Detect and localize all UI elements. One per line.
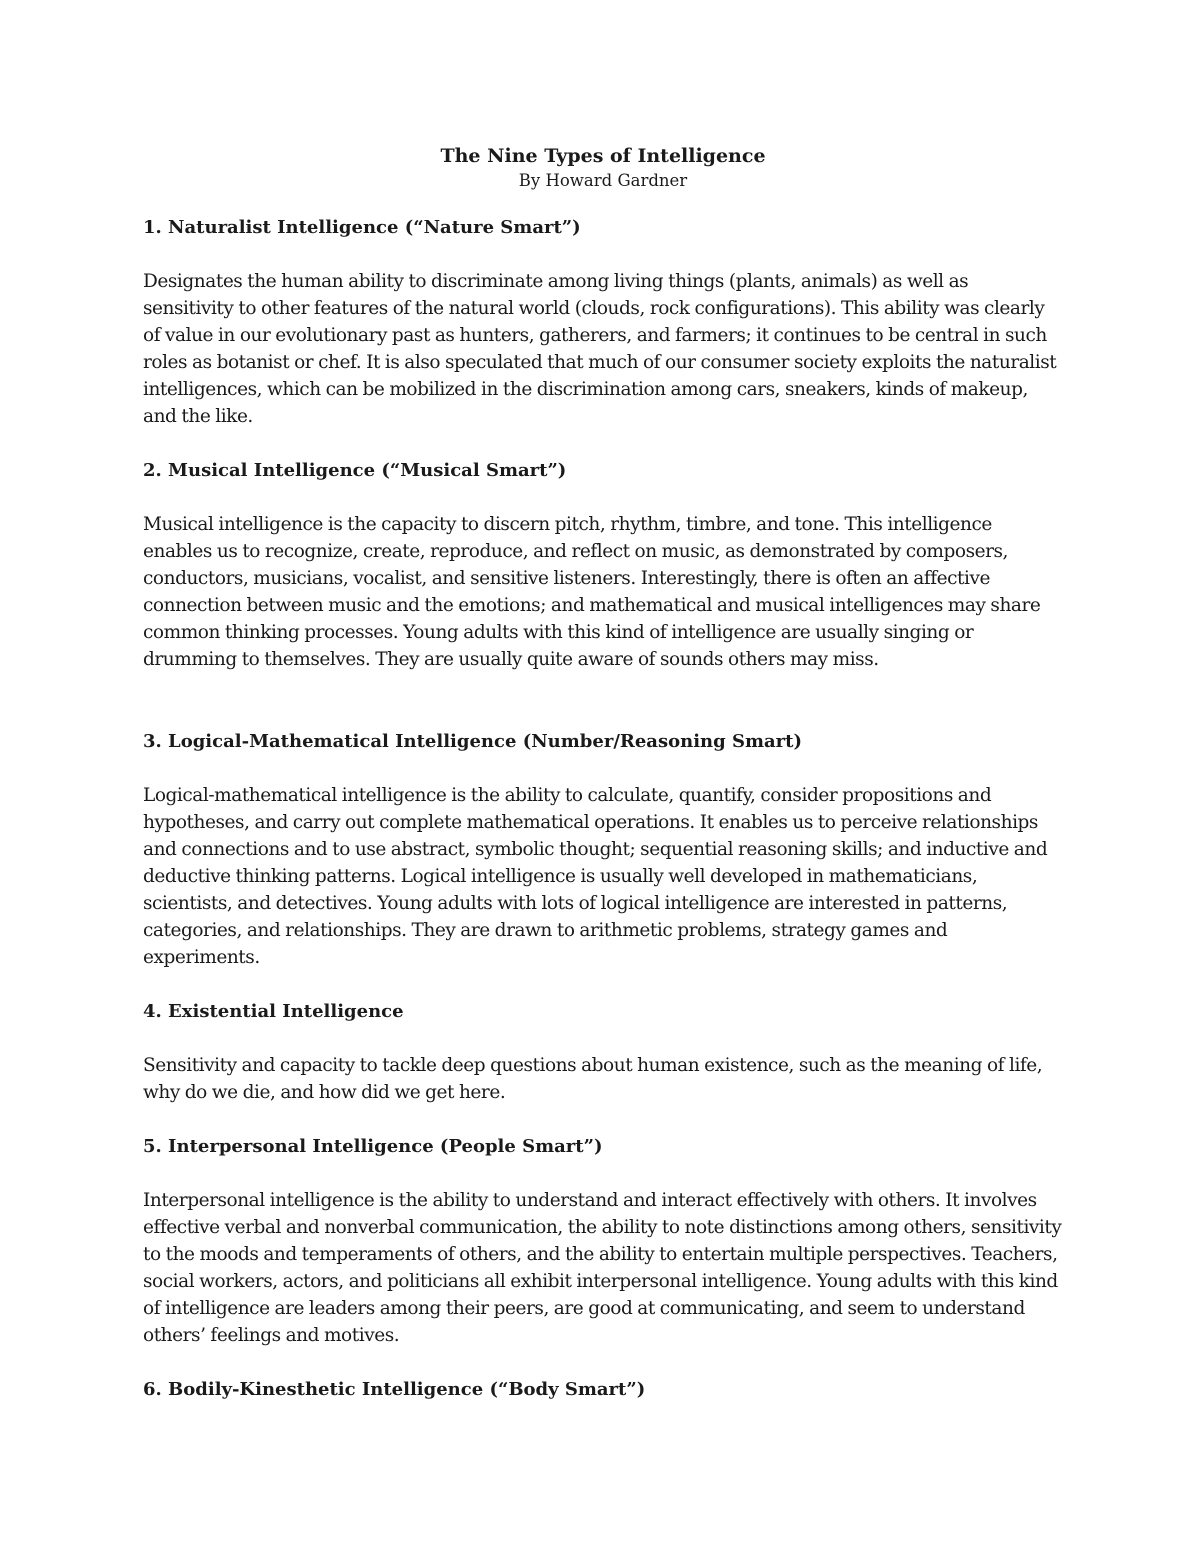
section-heading-naturalist: 1. Naturalist Intelligence (“Nature Smart”) <box>143 217 581 238</box>
section-heading-bodily-kinesthetic: 6. Bodily-Kinesthetic Intelligence (“Body Smart”) <box>143 1379 646 1400</box>
section-heading-existential: 4. Existential Intelligence <box>143 1001 404 1022</box>
document-author: By Howard Gardner <box>518 171 688 190</box>
section-heading-interpersonal: 5. Interpersonal Intelligence (People Smart”) <box>143 1136 603 1157</box>
document-title: The Nine Types of Intelligence <box>440 145 766 167</box>
section-heading-logical-mathematical: 3. Logical-Mathematical Intelligence (Number/Reasoning Smart) <box>143 731 802 752</box>
section-body-naturalist: Designates the human ability to discriminate among living things (plants, animals) as well as sensitivity to other features of the natural world (clouds, rock configurations). This ability was clearly of value in our evolutionary past as hunters, gatherers, and farmers; it continues to be central in such roles as botanist or chef. It is also speculated that much of our consumer society exploits the naturalist intelligences, which can be mobilized in the discrimination among cars, sneakers, kinds of makeup, and the like. <box>143 271 1057 427</box>
section-body-musical: Musical intelligence is the capacity to discern pitch, rhythm, timbre, and tone. This intelligence enables us to recognize, create, reproduce, and reflect on music, as demonstrated by composers, conductors, musicians, vocalist, and sensitive listeners. Interestingly, there is often an affective connection between music and the emotions; and mathematical and musical intelligences may share common thinking processes. Young adults with this kind of intelligence are usually singing or drumming to themselves. They are usually quite aware of sounds others may miss. <box>143 514 1041 670</box>
section-body-existential: Sensitivity and capacity to tackle deep questions about human existence, such as the meaning of life, why do we die, and how did we get here. <box>143 1055 1043 1103</box>
document-content <box>143 143 1063 1430</box>
section-body-interpersonal: Interpersonal intelligence is the ability to understand and interact effectively with others. It involves effective verbal and nonverbal communication, the ability to note distinctions among others, sensitivity to the moods and temperaments of others, and the ability to entertain multiple perspectives. Teachers, social workers, actors, and politicians all exhibit interpersonal intelligence. Young adults with this kind of intelligence are leaders among their peers, are good at communicating, and seem to understand others’ feelings and motives. <box>143 1190 1062 1346</box>
section-body-logical-mathematical: Logical-mathematical intelligence is the ability to calculate, quantify, consider propositions and hypotheses, and carry out complete mathematical operations. It enables us to perceive relationships and connections and to use abstract, symbolic thought; sequential reasoning skills; and inductive and deductive thinking patterns. Logical intelligence is usually well developed in mathematicians, scientists, and detectives. Young adults with lots of logical intelligence are interested in patterns, categories, and relationships. They are drawn to arithmetic problems, strategy games and experiments. <box>143 785 1048 968</box>
section-heading-musical: 2. Musical Intelligence (“Musical Smart”) <box>143 460 567 481</box>
